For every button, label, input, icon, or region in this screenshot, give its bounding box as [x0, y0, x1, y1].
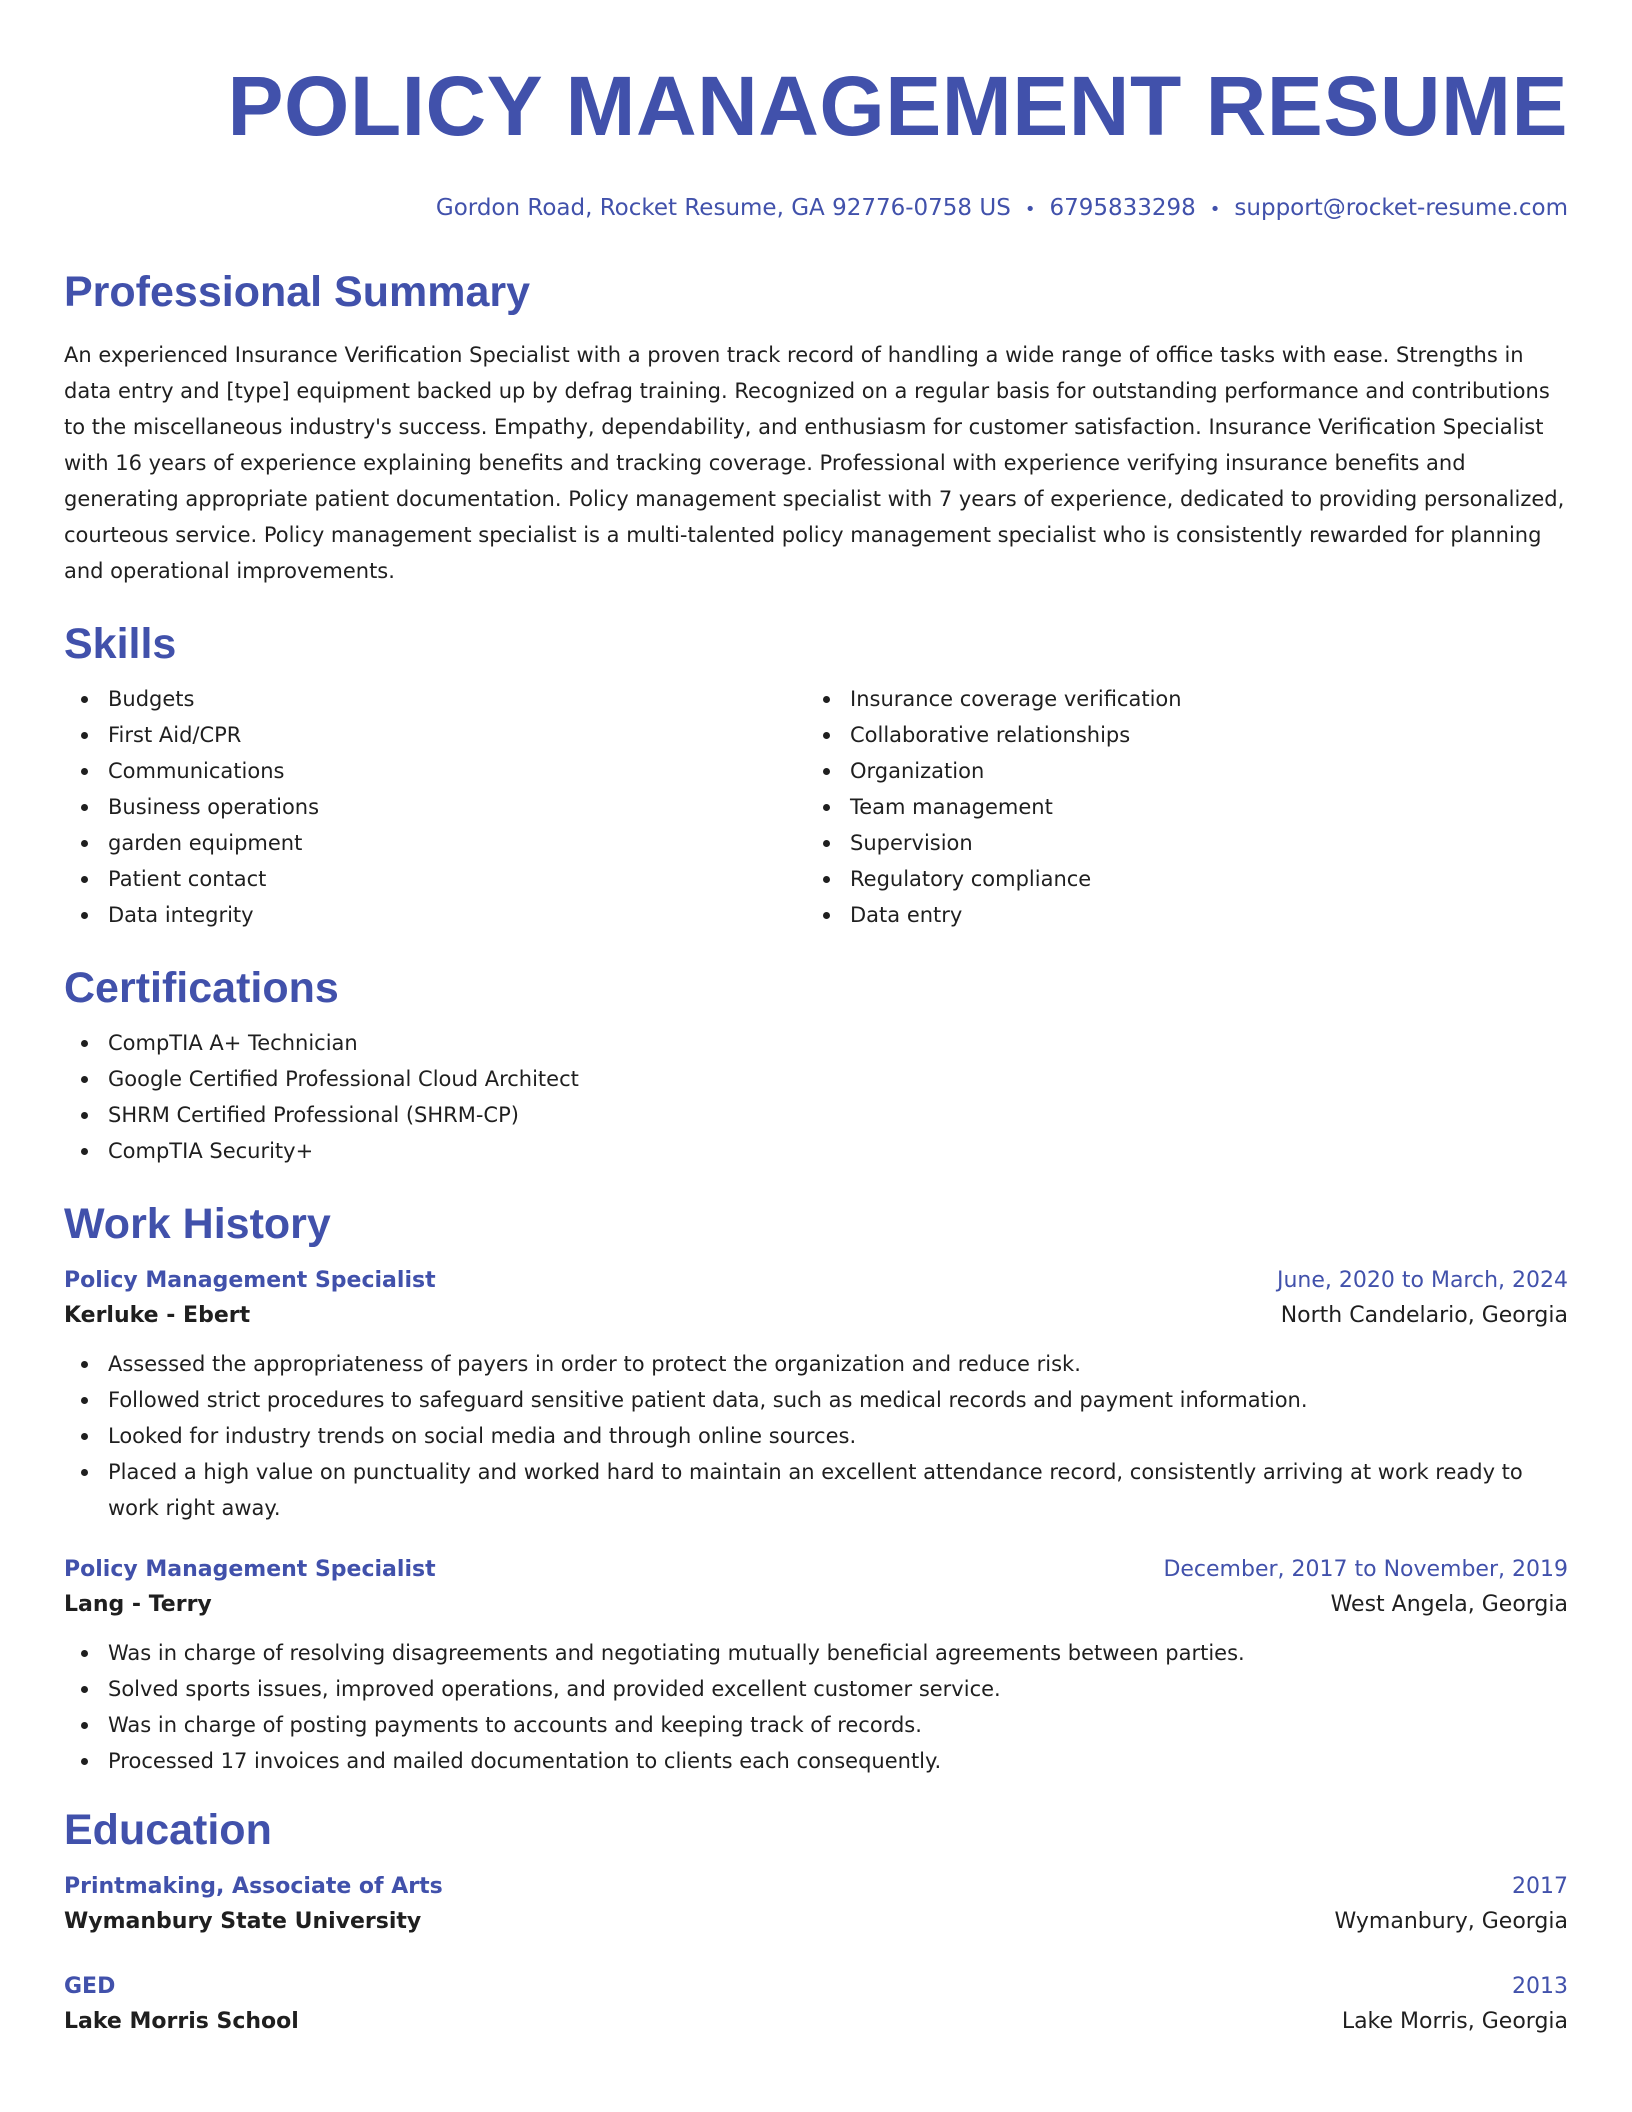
- education-header-row: [64, 1971, 1568, 2003]
- education-location: Wymanbury, Georgia: [1334, 1909, 1568, 1934]
- skill-item: Data entry: [806, 897, 1548, 933]
- section-heading-work-history: Work History: [64, 1200, 331, 1248]
- contact-address: Gordon Road, Rocket Resume, GA 92776-0758 US: [435, 195, 1011, 221]
- skill-item: Team management: [806, 789, 1548, 825]
- skills-column-right: [806, 681, 1548, 933]
- separator-dot: •: [1024, 199, 1036, 220]
- section-heading-summary: Professional Summary: [64, 268, 531, 316]
- education-school: Lake Morris School: [64, 2009, 299, 2034]
- job-entry: [64, 1265, 1568, 1526]
- job-title: Policy Management Specialist: [64, 1557, 436, 1582]
- job-bullet: Looked for industry trends on social media and through online sources.: [64, 1418, 1568, 1454]
- job-entry: [64, 1554, 1568, 1779]
- education-school-row: [64, 2003, 1568, 2041]
- certifications-list: [64, 1025, 1568, 1169]
- certification-item: CompTIA A+ Technician: [64, 1025, 1568, 1061]
- job-bullet: Was in charge of resolving disagreements and negotiating mutually beneficial agreements between parties.: [64, 1635, 1568, 1671]
- skill-item: garden equipment: [64, 825, 806, 861]
- contact-email[interactable]: support@rocket-resume.com: [1234, 195, 1568, 221]
- job-company: Lang - Terry: [64, 1592, 212, 1617]
- job-bullets: [64, 1346, 1568, 1526]
- education-year: 2013: [1512, 1974, 1568, 1999]
- job-location: North Candelario, Georgia: [1280, 1303, 1568, 1328]
- skill-item: Budgets: [64, 681, 806, 717]
- education-school-row: [64, 1903, 1568, 1941]
- section-heading-education: Education: [64, 1806, 272, 1854]
- skill-item: Communications: [64, 753, 806, 789]
- education-entry: [64, 1871, 1568, 1941]
- skill-item: Insurance coverage verification: [806, 681, 1548, 717]
- job-location: West Angela, Georgia: [1330, 1592, 1568, 1617]
- education-school: Wymanbury State University: [64, 1909, 422, 1934]
- job-bullet: Assessed the appropriateness of payers in order to protect the organization and reduce risk.: [64, 1346, 1568, 1382]
- job-bullet: Was in charge of posting payments to accounts and keeping track of records.: [64, 1707, 1568, 1743]
- skill-item: Regulatory compliance: [806, 861, 1548, 897]
- education-year: 2017: [1512, 1874, 1568, 1899]
- skill-item: Organization: [806, 753, 1548, 789]
- job-bullet: Followed strict procedures to safeguard sensitive patient data, such as medical records and payment information.: [64, 1382, 1568, 1418]
- contact-line: [64, 193, 1568, 225]
- certification-item: CompTIA Security+: [64, 1133, 1568, 1169]
- job-bullet: Solved sports issues, improved operations, and provided excellent customer service.: [64, 1671, 1568, 1707]
- job-bullet: Placed a high value on punctuality and worked hard to maintain an excellent attendance record, consistently arriving at work ready to work right away.: [64, 1454, 1568, 1526]
- skill-item: Patient contact: [64, 861, 806, 897]
- certification-item: SHRM Certified Professional (SHRM-CP): [64, 1097, 1568, 1133]
- job-dates: December, 2017 to November, 2019: [1163, 1557, 1568, 1582]
- job-company-row: [64, 1297, 1568, 1335]
- job-company: Kerluke - Ebert: [64, 1303, 251, 1328]
- resume-title: POLICY MANAGEMENT RESUME: [227, 59, 1568, 153]
- education-entry: [64, 1971, 1568, 2041]
- skill-item: First Aid/CPR: [64, 717, 806, 753]
- separator-dot: •: [1209, 199, 1221, 220]
- summary-text: An experienced Insurance Verification Specialist with a proven track record of handling a wide range of office tasks with ease. Strengths in data entry and [type] equipment backed up by defrag training. Recognized on a regular basis for outstanding performance and contributions to the miscellaneous industry's success. Empathy, dependability, and enthusiasm for customer satisfaction. Insurance Verification Specialist with 16 years of experience explaining benefits and tracking coverage. Professional with experience verifying insurance benefits and generating appropriate patient documentation. Policy management specialist with 7 years of experience, dedicated to providing personalized, courteous service. Policy management specialist is a multi-talented policy management specialist who is consistently rewarded for planning and operational improvements.: [64, 343, 1565, 583]
- job-bullet: Processed 17 invoices and mailed documentation to clients each consequently.: [64, 1743, 1568, 1779]
- section-heading-skills: Skills: [64, 620, 177, 668]
- section-heading-certifications: Certifications: [64, 964, 339, 1012]
- job-header-row: [64, 1265, 1568, 1297]
- education-degree: GED: [64, 1974, 116, 1999]
- skills-list: [64, 681, 1568, 933]
- skill-item: Data integrity: [64, 897, 806, 933]
- education-degree: Printmaking, Associate of Arts: [64, 1874, 443, 1899]
- job-title: Policy Management Specialist: [64, 1268, 436, 1293]
- job-header-row: [64, 1554, 1568, 1586]
- job-dates: June, 2020 to March, 2024: [1277, 1268, 1568, 1293]
- job-bullets: [64, 1635, 1568, 1779]
- skills-column-left: [64, 681, 806, 933]
- job-company-row: [64, 1586, 1568, 1624]
- education-header-row: [64, 1871, 1568, 1903]
- skill-item: Collaborative relationships: [806, 717, 1548, 753]
- contact-phone: 6795833298: [1049, 195, 1196, 221]
- education-location: Lake Morris, Georgia: [1341, 2009, 1568, 2034]
- skill-item: Business operations: [64, 789, 806, 825]
- skill-item: Supervision: [806, 825, 1548, 861]
- certification-item: Google Certified Professional Cloud Architect: [64, 1061, 1568, 1097]
